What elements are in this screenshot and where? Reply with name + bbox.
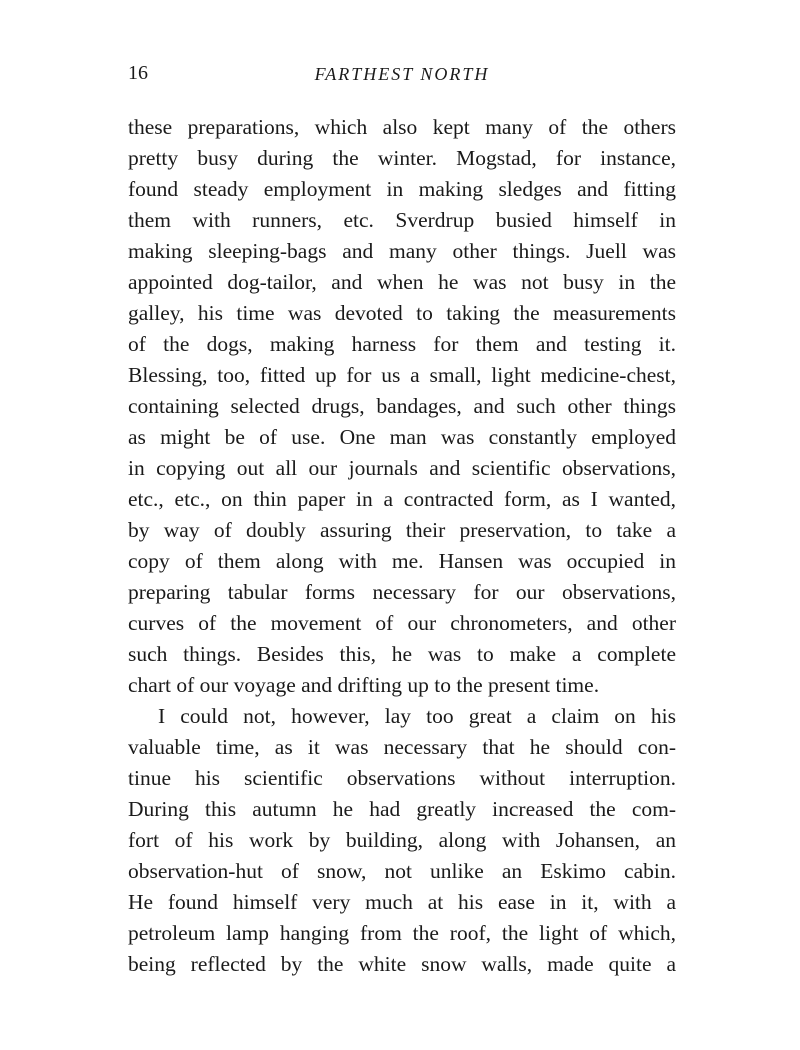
text-line: etc., etc., on thin paper in a contracted form, as I wanted, xyxy=(128,487,676,511)
text-line: During this autumn he had greatly increased the com- xyxy=(128,797,676,821)
page-number: 16 xyxy=(128,62,148,84)
text-line: valuable time, as it was necessary that he should con- xyxy=(128,735,676,759)
text-line: as might be of use. One man was constantly employed xyxy=(128,425,676,449)
body-text xyxy=(128,112,676,980)
text-line: copy of them along with me. Hansen was occupied in xyxy=(128,549,676,573)
running-title: FARTHEST NORTH xyxy=(314,64,490,84)
text-line: being reflected by the white snow walls, made quite a xyxy=(128,952,676,976)
text-line: such things. Besides this, he was to make a complete xyxy=(128,642,676,666)
text-line: fort of his work by building, along with Johansen, an xyxy=(128,828,676,852)
text-line: petroleum lamp hanging from the roof, the light of which, xyxy=(128,921,676,945)
text-line: these preparations, which also kept many of the others xyxy=(128,115,676,139)
text-line: by way of doubly assuring their preservation, to take a xyxy=(128,518,676,542)
text-line: curves of the movement of our chronometers, and other xyxy=(128,611,676,635)
page-header xyxy=(128,62,676,92)
text-line: them with runners, etc. Sverdrup busied himself in xyxy=(128,208,676,232)
text-line: He found himself very much at his ease in it, with a xyxy=(128,890,676,914)
paragraph-last-line: chart of our voyage and drifting up to the present time. xyxy=(128,673,600,697)
text-line: galley, his time was devoted to taking the measurements xyxy=(128,301,676,325)
text-line: in copying out all our journals and scientific observations, xyxy=(128,456,676,480)
paragraph-first-line: I could not, however, lay too great a claim on his xyxy=(158,704,676,728)
text-line: pretty busy during the winter. Mogstad, for instance, xyxy=(128,146,676,170)
text-line: Blessing, too, fitted up for us a small, light medicine-chest, xyxy=(128,363,676,387)
text-line: tinue his scientific observations without interruption. xyxy=(128,766,676,790)
text-line: observation-hut of snow, not unlike an Eskimo cabin. xyxy=(128,859,676,883)
text-line: containing selected drugs, bandages, and such other things xyxy=(128,394,676,418)
text-line: appointed dog-tailor, and when he was not busy in the xyxy=(128,270,676,294)
text-line: of the dogs, making harness for them and testing it. xyxy=(128,332,676,356)
text-line: making sleeping-bags and many other things. Juell was xyxy=(128,239,676,263)
text-line: found steady employment in making sledges and fitting xyxy=(128,177,676,201)
text-line: preparing tabular forms necessary for our observations, xyxy=(128,580,676,604)
